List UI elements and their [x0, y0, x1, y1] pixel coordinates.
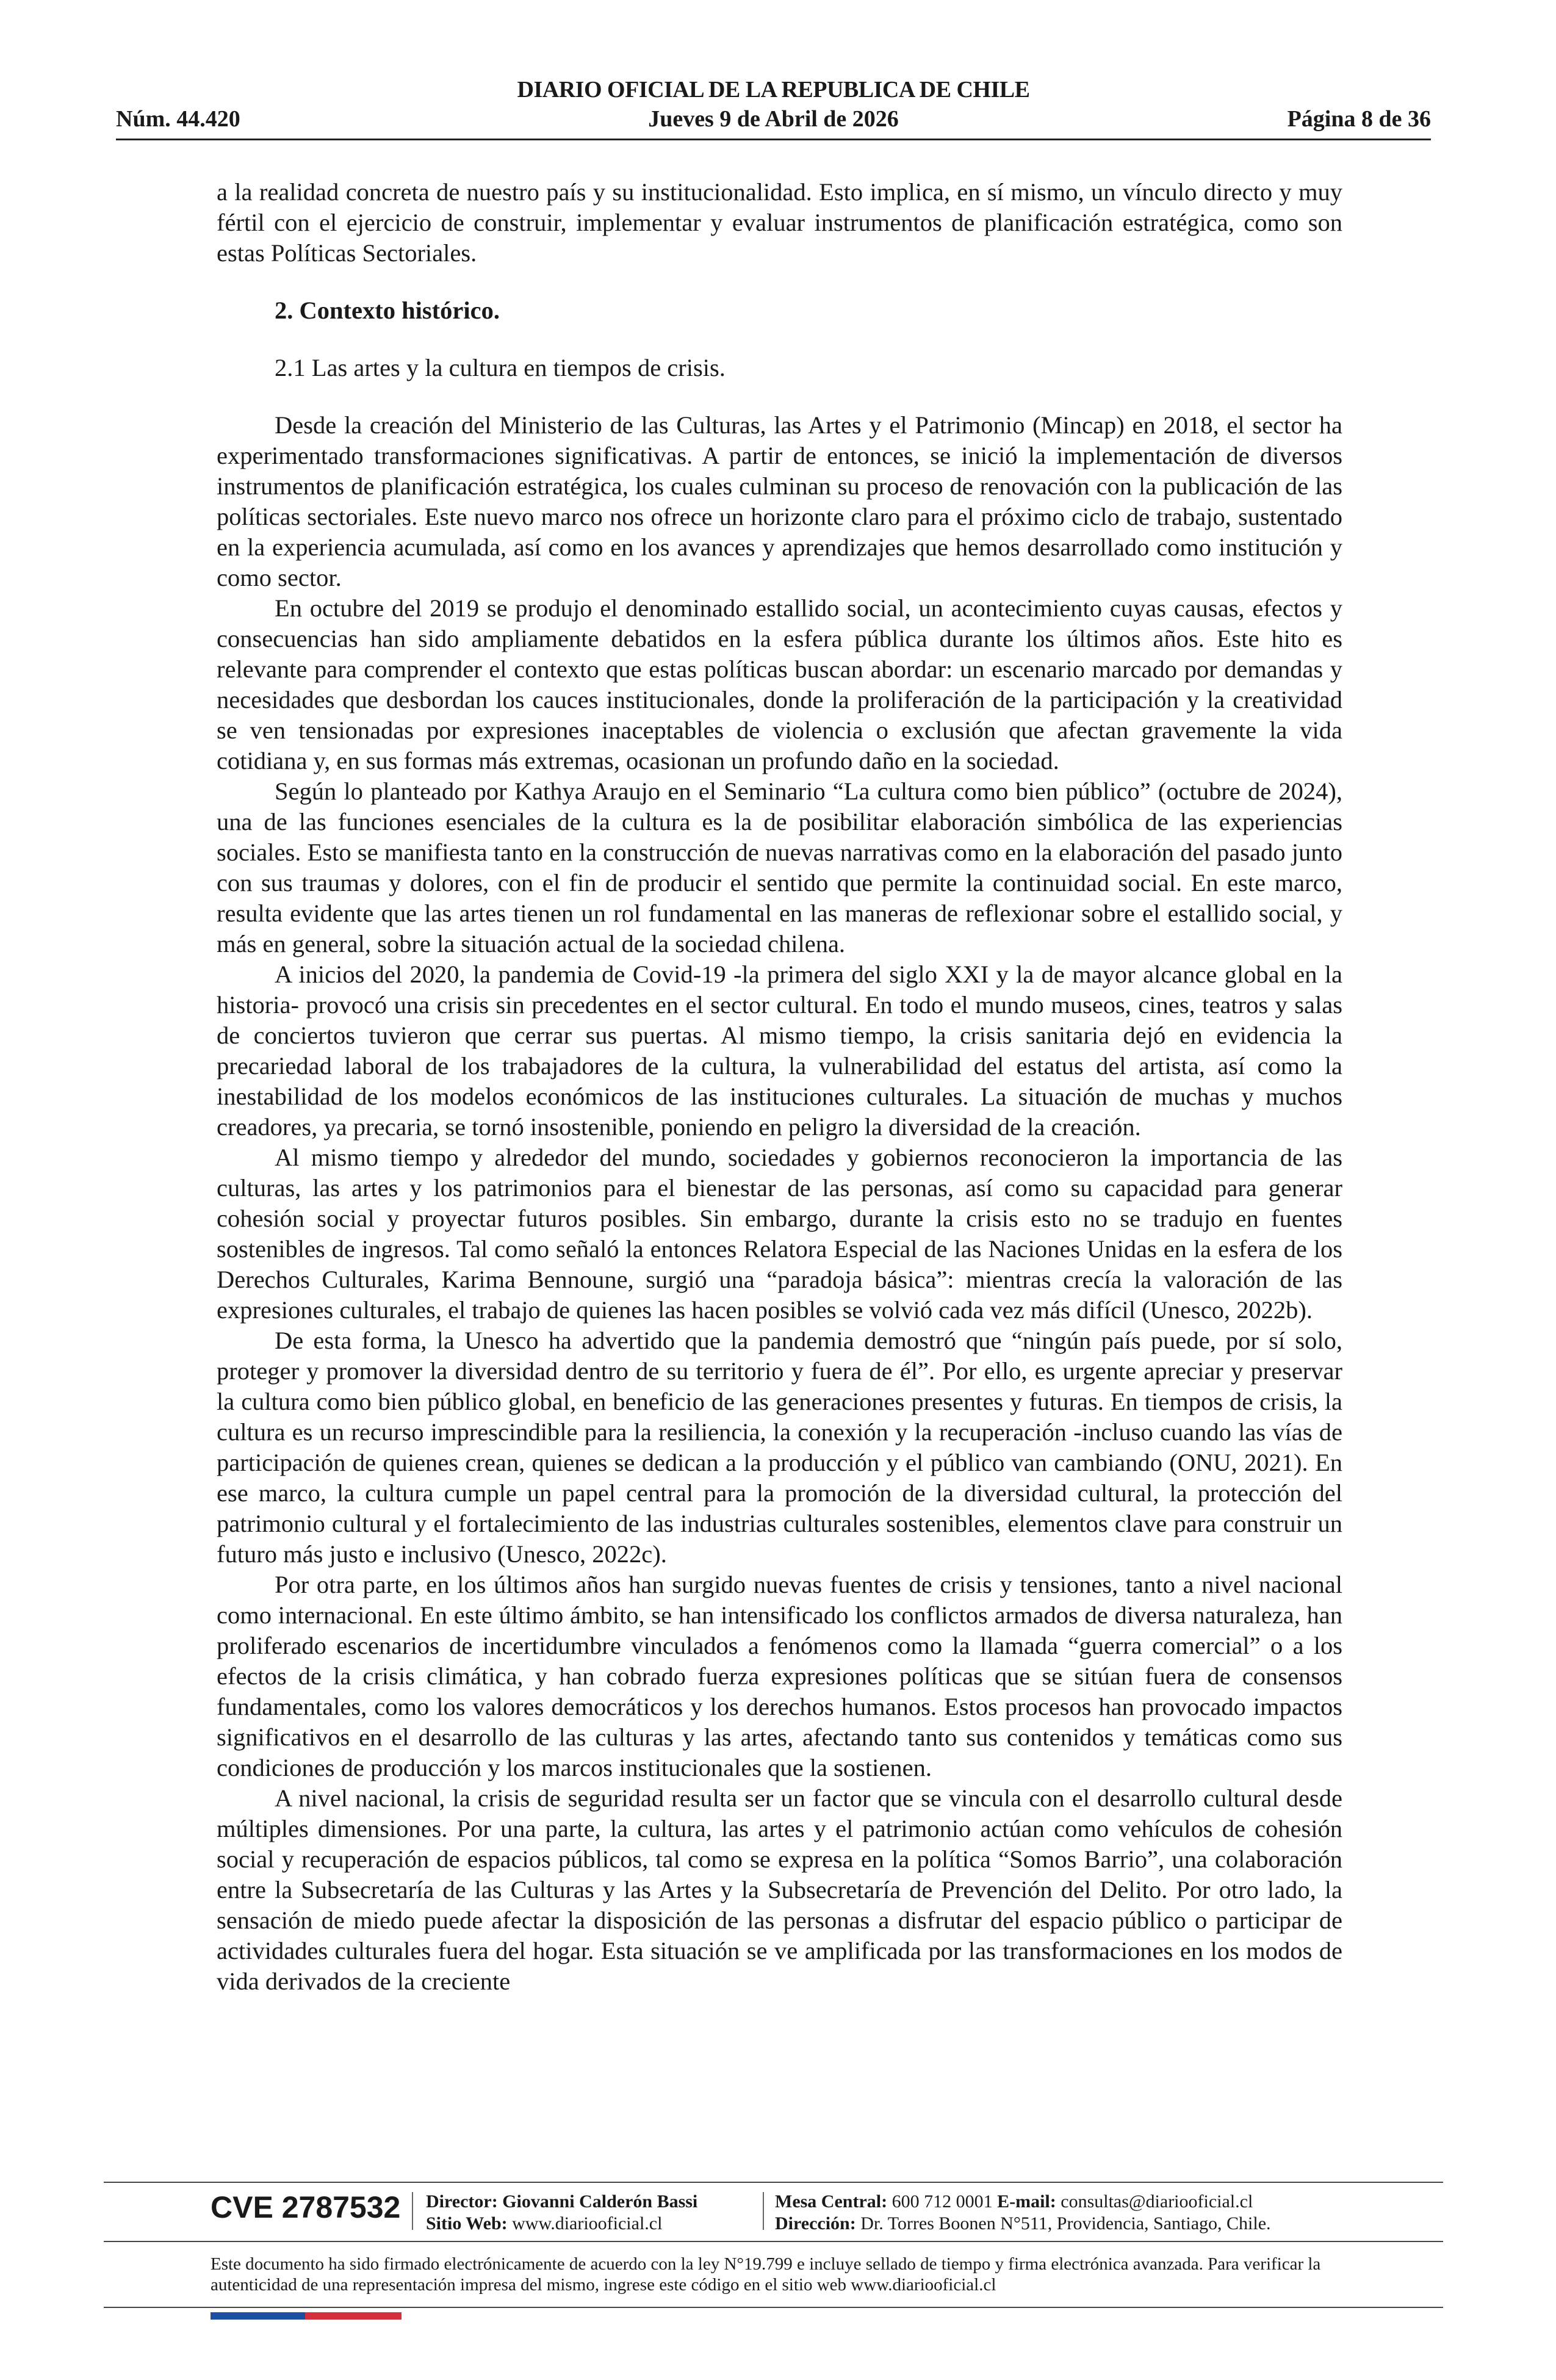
email-label: E-mail: [997, 2191, 1056, 2212]
body-paragraph: A inicios del 2020, la pandemia de Covid-19 -la primera del siglo XXI y la de mayor alcance global en la historia- provocó una crisis sin precedentes en el sector cultural. En todo el mundo museos, cines, teatros y salas de conciertos tuvieron que cerrar sus puertas. Al mismo tiempo, la crisis sanitaria dejó en evidencia la precariedad laboral de los trabajadores de la cultura, la vulnerabilidad del estatus del artista, así como la inestabilidad de los modelos económicos de las instituciones culturales. La situación de muchas y muchos creadores, ya precaria, se tornó insostenible, poniendo en peligro la diversidad de la creación. [217, 961, 1342, 1141]
body-paragraph: Al mismo tiempo y alrededor del mundo, sociedades y gobiernos reconocieron la importancia de las culturas, las artes y los patrimonios para el bienestar de las personas, así como su capacidad para generar cohesión social y proyectar futuros posibles. Sin embargo, durante la crisis esto no se tradujo en fuentes sostenibles de ingresos. Tal como señaló la entonces Relatora Especial de las Naciones Unidas en la esfera de los Derechos Culturales, Karima Bennoune, surgió una “paradoja básica”: mientras crecía la valoración de las expresiones culturales, el trabajo de quienes las hacen posibles se volvió cada vez más difícil (Unesco, 2022b). [217, 1144, 1342, 1324]
flag-stripe-blue [211, 2312, 305, 2320]
body-paragraph: En octubre del 2019 se produjo el denominado estallido social, un acontecimiento cuyas causas, efectos y consecuencias han sido ampliamente debatidos en la esfera pública durante los últimos años. Este hito es relevante para comprender el contexto que estas políticas buscan abordar: un escenario marcado por demandas y necesidades que desbordan los cauces institucionales, donde la proliferación de la participación y la creatividad se ven tensionadas por expresiones inaceptables de violencia o exclusión que afectan gravemente la vida cotidiana y, en sus formas más extremas, ocasionan un profundo daño en la sociedad. [217, 594, 1342, 774]
section-heading: 2. Contexto histórico. [275, 297, 500, 324]
page-header [116, 76, 1431, 148]
header-rule [116, 139, 1431, 140]
footer-top-rule [104, 2182, 1443, 2183]
body-paragraph: Desde la creación del Ministerio de las Culturas, las Artes y el Patrimonio (Mincap) en 2018, el sector ha experimentado transformaciones significativas. A partir de entonces, se inició la implementación de diversos instrumentos de planificación estratégica, los cuales culminan su proceso de renovación con la publicación de las políticas sectoriales. Este nuevo marco nos ofrece un horizonte claro para el próximo ciclo de trabajo, sustentado en la experiencia acumulada, así como en los avances y aprendizajes que hemos desarrollado como institución y como sector. [217, 411, 1342, 591]
footer-bottom-rule [104, 2307, 1443, 2308]
cve-code: CVE 2787532 [211, 2190, 401, 2224]
legal-notice: Este documento ha sido firmado electrónicamente de acuerdo con la ley N°19.799 e incluye sellado de tiempo y firma electrónica avanzada. Para verificar la autenticidad de una representación impresa del mismo, ingrese este código en el sitio web www.diariooficial.cl [211, 2254, 1321, 2295]
mesa-label: Mesa Central: [775, 2191, 888, 2212]
body-paragraph: Según lo planteado por Kathya Araujo en el Seminario “La cultura como bien público” (octubre de 2024), una de las funciones esenciales de la cultura es la de posibilitar elaboración simbólica de las experiencias sociales. Esto se manifiesta tanto en la construcción de nuevas narrativas como en la elaboración del pasado junto con sus traumas y dolores, con el fin de producir el sentido que permite la continuidad social. En este marco, resulta evidente que las artes tienen un rol fundamental en las maneras de reflexionar sobre el estallido social, y más en general, sobre la situación actual de la sociedad chilena. [217, 777, 1342, 957]
address-text: Dr. Torres Boonen N°511, Providencia, Santiago, Chile. [860, 2213, 1271, 2234]
footer-director-block [426, 2191, 697, 2235]
body-paragraph: A nivel nacional, la crisis de seguridad resulta ser un factor que se vincula con el desarrollo cultural desde múltiples dimensiones. Por una parte, la cultura, las artes y el patrimonio actúan como vehículos de cohesión social y recuperación de espacios públicos, tal como se expresa en la política “Somos Barrio”, una colaboración entre la Subsecretaría de las Culturas y las Artes y la Subsecretaría de Prevención del Delito. Por otro lado, la sensación de miedo puede afectar la disposición de las personas a disfrutar del espacio público o participar de actividades culturales fuera del hogar. Esta situación se ve amplificada por las transformaciones en los modos de vida derivados de la creciente [217, 1784, 1342, 1995]
intro-paragraph: a la realidad concreta de nuestro país y su institucionalidad. Esto implica, en sí mismo, un vínculo directo y muy fértil con el ejercicio de construir, implementar y evaluar instrumentos de planificación estratégica, como son estas Políticas Sectoriales. [217, 178, 1342, 267]
issue-date: Jueves 9 de Abril de 2026 [648, 106, 899, 132]
page-number: Página 8 de 36 [1287, 106, 1431, 132]
footer-divider [763, 2192, 764, 2230]
website-link[interactable]: www.diariooficial.cl [512, 2213, 663, 2234]
email-link[interactable]: consultas@diariooficial.cl [1061, 2191, 1253, 2212]
director-name: Giovanni Calderón Bassi [502, 2191, 698, 2212]
subsection-heading: 2.1 Las artes y la cultura en tiempos de crisis. [275, 354, 726, 381]
issue-number: Núm. 44.420 [116, 106, 240, 132]
body-paragraph: De esta forma, la Unesco ha advertido que la pandemia demostró que “ningún país puede, por sí solo, proteger y promover la diversidad dentro de su territorio y fuera de él”. Por ello, es urgente apreciar y preservar la cultura como bien público global, en beneficio de las generaciones presentes y futuras. En tiempos de crisis, la cultura es un recurso imprescindible para la resiliencia, la conexión y la recuperación -incluso cuando las vías de participación de quienes crean, quienes se dedican a la producción y el público van cambiando (ONU, 2021). En ese marco, la cultura cumple un papel central para la promoción de la diversidad cultural, la protección del patrimonio cultural y el fortalecimiento de las industrias culturales sostenibles, elementos clave para construir un futuro más justo e inclusivo (Unesco, 2022c). [217, 1327, 1342, 1568]
body-paragraph: Por otra parte, en los últimos años han surgido nuevas fuentes de crisis y tensiones, tanto a nivel nacional como internacional. En este último ámbito, se han intensificado los conflictos armados de diversa naturaleza, han proliferado escenarios de incertidumbre vinculados a fenómenos como la llamada “guerra comercial” o a los efectos de la crisis climática, y han cobrado fuerza expresiones políticas que se sitúan fuera de consensos fundamentales, como los valores democráticos y los derechos humanos. Estos procesos han provocado impactos significativos en el desarrollo de las culturas y las artes, afectando tanto sus contenidos y temáticas como sus condiciones de producción y los marcos institucionales que la sostienen. [217, 1571, 1342, 1781]
flag-stripe-red [305, 2312, 402, 2320]
mesa-phone: 600 712 0001 [891, 2191, 993, 2212]
footer-mid-rule [104, 2241, 1443, 2242]
director-label: Director: [426, 2191, 498, 2212]
website-label: Sitio Web: [426, 2213, 508, 2234]
address-label: Dirección: [775, 2213, 856, 2234]
document-body [217, 177, 1342, 1997]
footer-divider [412, 2192, 413, 2230]
footer-contact-block [775, 2191, 1271, 2235]
newspaper-title: DIARIO OFICIAL DE LA REPUBLICA DE CHILE [517, 77, 1030, 103]
